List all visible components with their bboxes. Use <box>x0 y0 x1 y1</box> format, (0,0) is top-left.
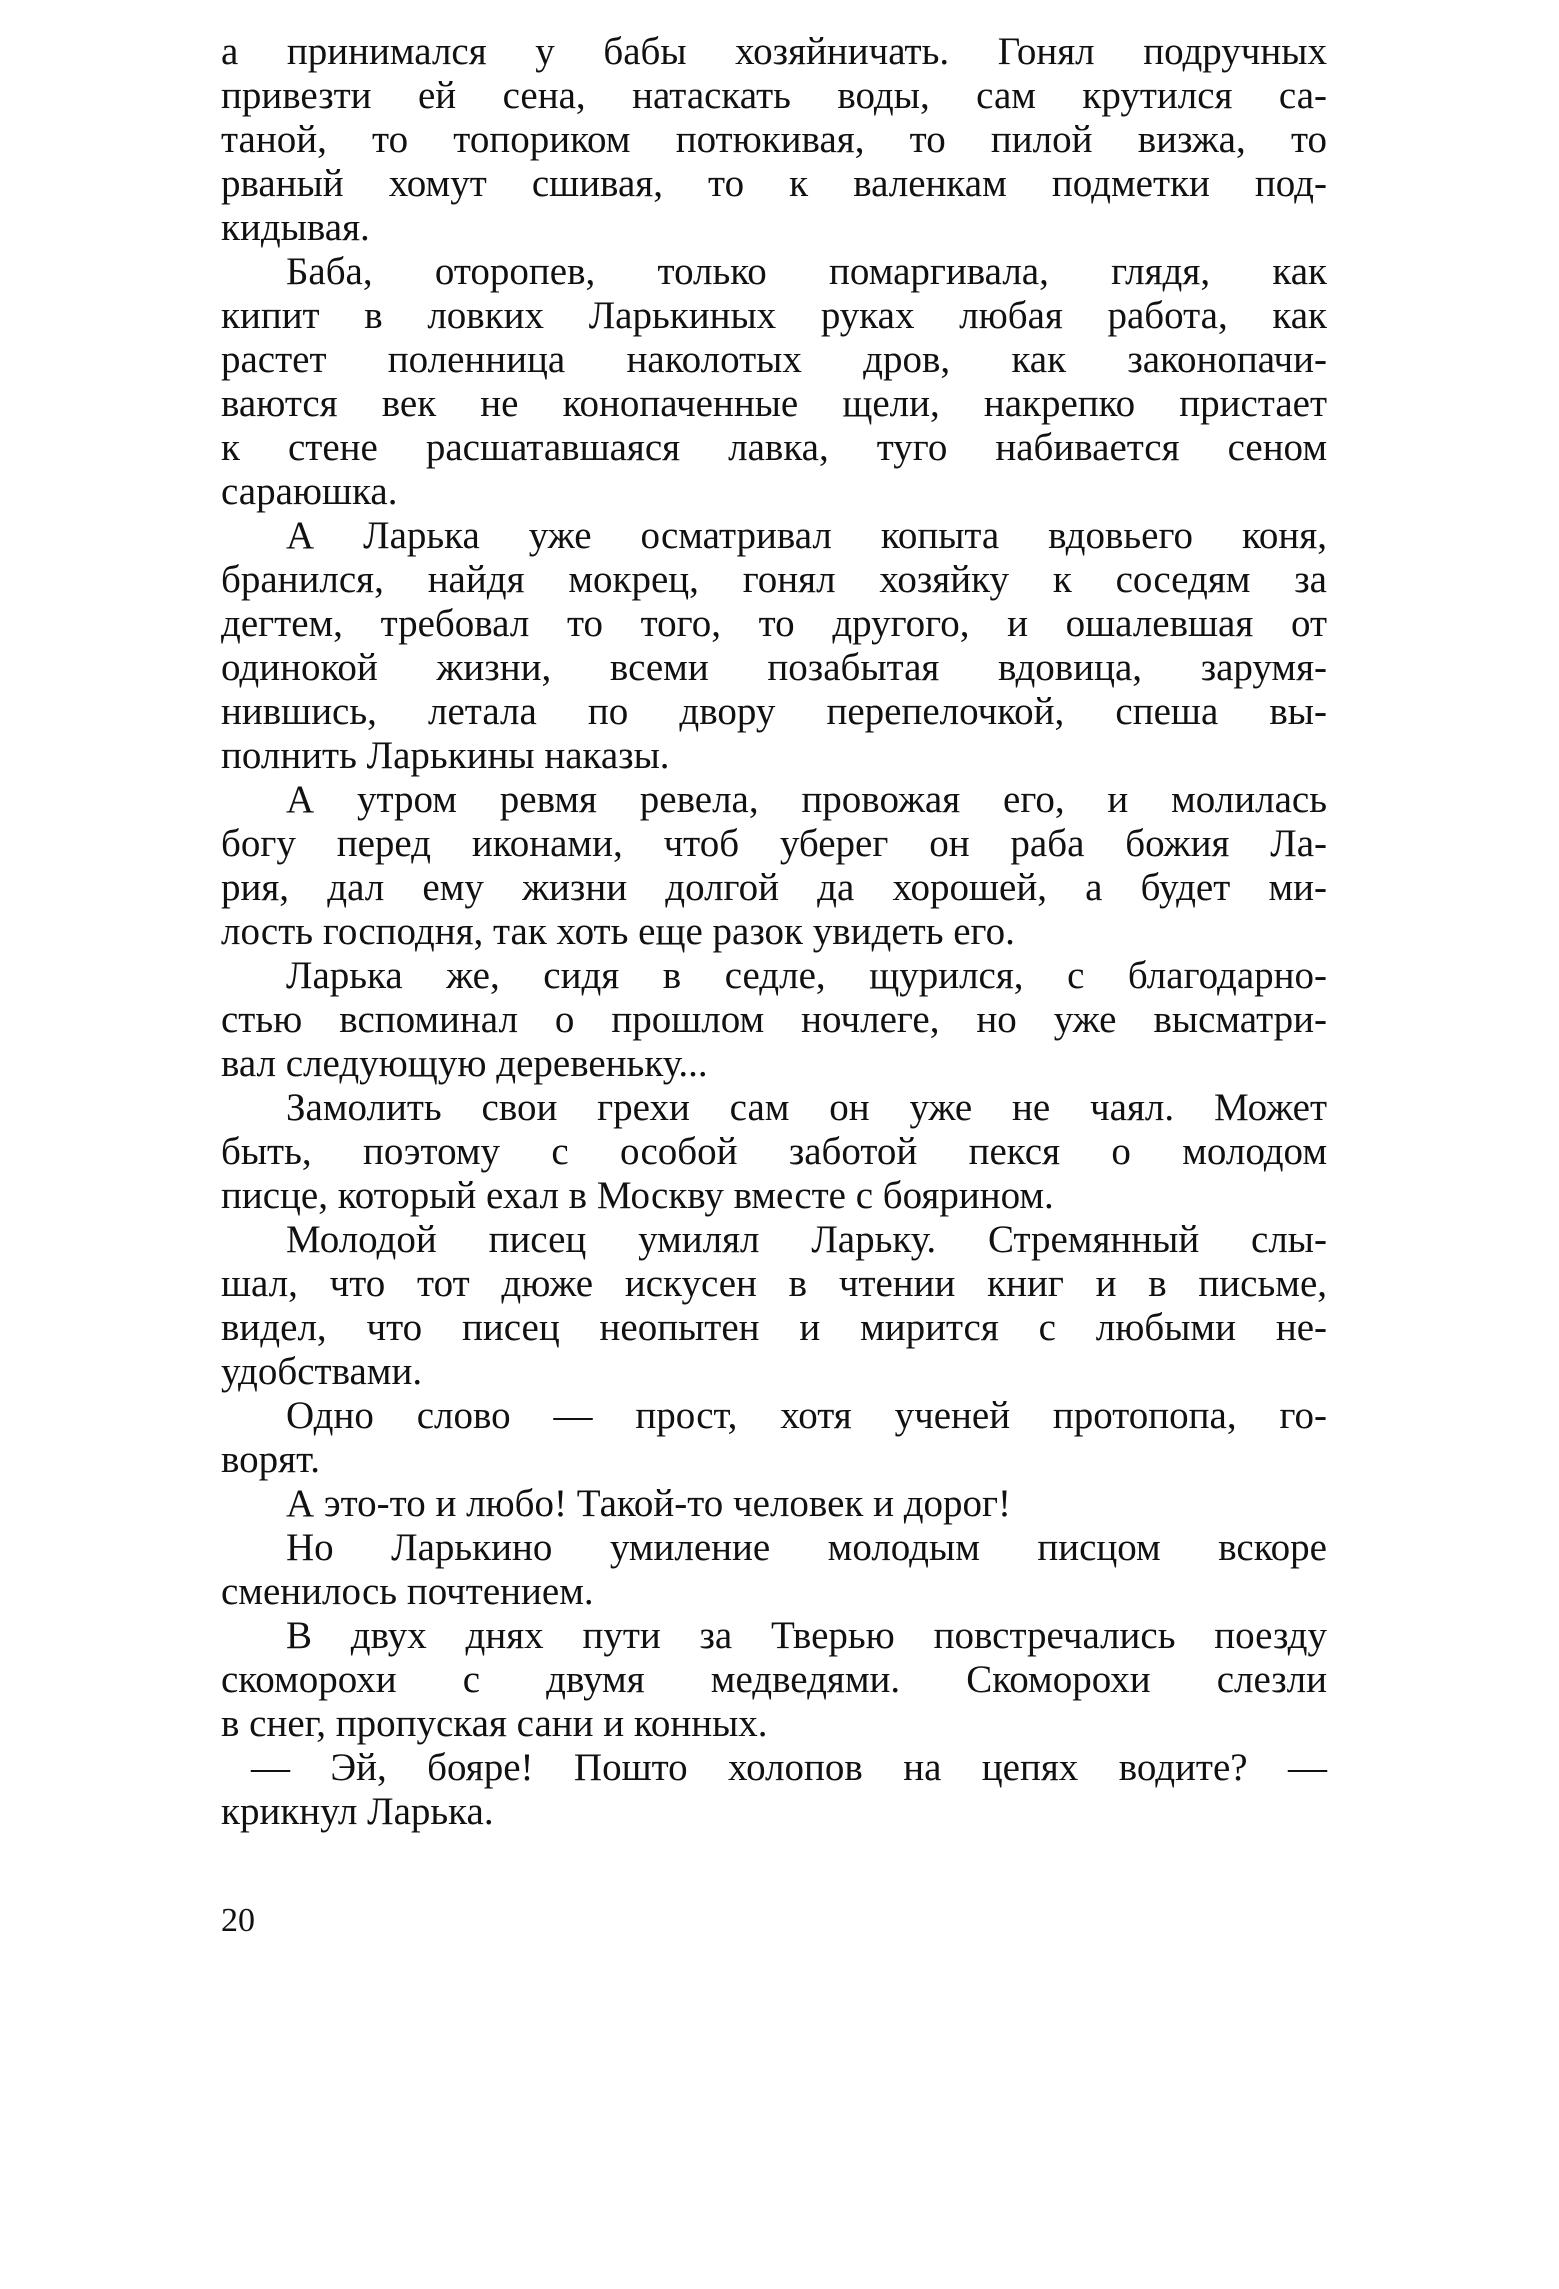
text-line: растет поленница наколотых дров, как законопачи- <box>221 338 1327 381</box>
paragraph <box>221 1482 1327 1526</box>
text-line: стью вспоминал о прошлом ночлеге, но уже высматри- <box>221 998 1327 1041</box>
paragraph <box>221 1394 1327 1482</box>
text-line: кипит в ловких Ларькиных руках любая работа, как <box>221 294 1327 337</box>
page-text <box>221 30 1327 1834</box>
text-line: крикнул Ларька. <box>221 1790 494 1833</box>
paragraph <box>221 1086 1327 1218</box>
text-line: удобствами. <box>221 1350 423 1393</box>
text-line: таной, то топориком потюкивая, то пилой визжа, то <box>221 118 1327 161</box>
text-line: вал следующую деревеньку... <box>221 1042 708 1085</box>
text-line: В двух днях пути за Тверью повстречались поезду <box>286 1614 1327 1657</box>
text-line: видел, что писец неопытен и мирится с любыми не- <box>221 1306 1327 1349</box>
text-line: привезти ей сена, натаскать воды, сам крутился са- <box>221 74 1327 117</box>
text-line: А Ларька уже осматривал копыта вдовьего коня, <box>286 514 1327 557</box>
paragraph <box>221 1218 1327 1394</box>
text-line: Замолить свои грехи сам он уже не чаял. Может <box>286 1086 1327 1129</box>
text-line: Ларька же, сидя в седле, щурился, с благодарно- <box>286 954 1327 997</box>
text-line: шал, что тот дюже искусен в чтении книг и в письме, <box>221 1262 1327 1305</box>
text-line: кидывая. <box>221 206 370 249</box>
page-number: 20 <box>221 1902 255 1939</box>
text-line: ваются век не конопаченные щели, накрепко пристает <box>221 382 1327 425</box>
text-line: рваный хомут сшивая, то к валенкам подметки под- <box>221 162 1327 205</box>
text-line: одинокой жизни, всеми позабытая вдовица, зарумя- <box>221 646 1327 689</box>
text-line: рия, дал ему жизни долгой да хорошей, а будет ми- <box>221 866 1327 909</box>
text-line: Одно слово — прост, хотя ученей протопопа, го- <box>286 1394 1327 1437</box>
body-text <box>221 30 1327 1834</box>
paragraph <box>221 514 1327 778</box>
text-line: нившись, летала по двору перепелочкой, спеша вы- <box>221 690 1327 733</box>
text-line: богу перед иконами, чтоб уберег он раба божия Ла- <box>221 822 1327 865</box>
text-line: Но Ларькино умиление молодым писцом вскоре <box>286 1526 1327 1569</box>
text-line: сменилось почтением. <box>221 1570 594 1613</box>
paragraph <box>221 1614 1327 1746</box>
paragraph <box>221 1746 1327 1834</box>
paragraph <box>221 1526 1327 1614</box>
text-line: Молодой писец умилял Ларьку. Стремянный слы- <box>286 1218 1327 1261</box>
text-line: А утром ревмя ревела, провожая его, и молилась <box>286 778 1327 821</box>
text-line: писце, который ехал в Москву вместе с боярином. <box>221 1174 1054 1217</box>
text-line: в снег, пропуская сани и конных. <box>221 1702 768 1745</box>
text-line: скоморохи с двумя медведями. Скоморохи слезли <box>221 1658 1327 1701</box>
text-line: лость господня, так хоть еще разок увидеть его. <box>221 910 1015 953</box>
text-line: ворят. <box>221 1438 320 1481</box>
paragraph <box>221 250 1327 514</box>
text-line: — Эй, бояре! Пошто холопов на цепях водите? — <box>251 1746 1327 1789</box>
text-line: бранился, найдя мокрец, гонял хозяйку к соседям за <box>221 558 1327 601</box>
text-line: полнить Ларькины наказы. <box>221 734 670 777</box>
text-line: а принимался у бабы хозяйничать. Гонял подручных <box>221 30 1327 73</box>
paragraph <box>221 778 1327 954</box>
text-line: к стене расшатавшаяся лавка, туго набивается сеном <box>221 426 1327 469</box>
text-line: Баба, оторопев, только помаргивала, глядя, как <box>286 250 1327 293</box>
text-line: дегтем, требовал то того, то другого, и ошалевшая от <box>221 602 1327 645</box>
text-line: А это-то и любо! Такой-то человек и дорог! <box>286 1482 1012 1525</box>
text-line: быть, поэтому с особой заботой пекся о молодом <box>221 1130 1327 1173</box>
text-line: сараюшка. <box>221 470 398 513</box>
paragraph <box>221 30 1327 250</box>
paragraph <box>221 954 1327 1086</box>
